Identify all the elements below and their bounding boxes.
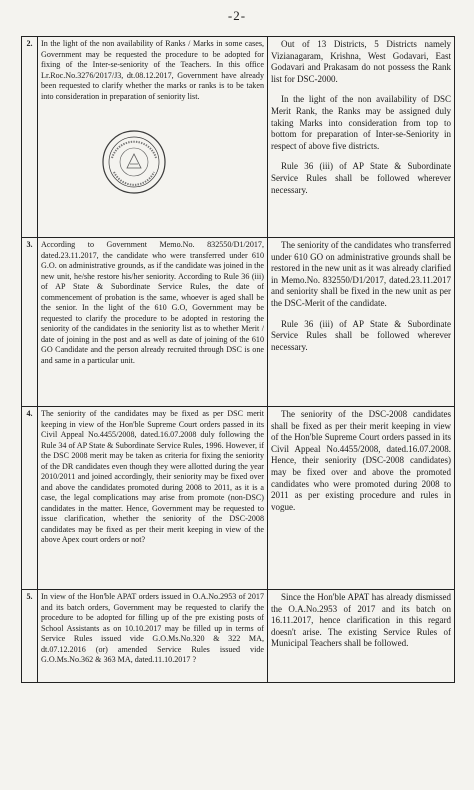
issue-text: In view of the Hon'ble APAT orders issued in O.A.No.2953 of 2017 and its batch orders, Government may be requested to clarify the procedure to be adopted for filling up of the pre existing posts of School Assistants as on 10.10.2017 may be filled up in terms of Service Rules issued vide G.O.Ms.No.320 & 322 MA, dt.07.12.2016 (or) amended Service Rules issued vide G.O.Ms.No.362 & 363 MA, dated.11.10.2017 ? [38,590,268,683]
issue-text: According to Government Memo.No. 832550/D1/2017, dated.23.11.2017, the candidate who were transferred under 610 G.O. on administrative grounds, as if the candidate was joined in the new unit, he/she restore his/her seniority. According to Rule 36 (iii) of AP State & Subordinate Service Rules, the date of commencement of probation is the same, whoever is aged shall be the senior. In the light of the 610 G.O, Government may be requested to clarify the procedure to be adopted in restoring the seniority of the candidates in the seniority list as to whether Merit / date of joining in the post and as well as date of joining of the 610 GO Candidate and the person already recruited through DSC is one and same in a particular unit. [38,238,268,407]
serial-number: 4. [22,407,38,590]
clarification-paragraph: In the light of the non availability of DSC Merit Rank, the Ranks may be assigned duly taking Marks into consideration from top to bottom for preparation of Inter-se-Seniority in respect of above five districts. [271,94,451,151]
clarification-cell [268,37,455,238]
clarification-paragraph: Since the Hon'ble APAT has already dismissed the O.A.No.2953 of 2017 and its batch on 16.11.2017, hence clarification in this regard doesn't arise. The existing Service Rules of Municipal Teachers shall be followed. [271,592,451,649]
clarification-cell [268,238,455,407]
clarification-cell [268,590,455,683]
serial-number: 5. [22,590,38,683]
clarification-cell [268,407,455,590]
issue-text: The seniority of the candidates may be fixed as per DSC merit keeping in view of the Hon'ble Supreme Court orders passed in its Civil Appeal No.4455/2008, dated.16.07.2008 duly following the Rule 34 of AP State & Subordinate Service Rules, 1996. However, if the DSC 2008 merit may be taken as criteria for fixing the seniority of the DR candidates even though they were allotted during the year 2010/2011 and joined accordingly, their seniority may be fixed over and above the candidates promoted during 2008 to 2011, as it is a case, the legal complications may arise from promote (non-DSC) candidates in the matter. Hence, Government may be requested to issue clarification, whether the seniority of the DSC-2008 candidates may be fixed as per their merit keeping in view of the above Apex court orders or not? [38,407,268,590]
clarification-paragraph: The seniority of the candidates who transferred under 610 GO on administrative grounds shall be restored in the new unit as it was already clarified in Memo.No. 832550/D1/2017, dated.23.11.2017 and seniority shall be fixed in the new unit as per the DSC-Merit of the candidate. [271,240,451,308]
office-seal-stamp [100,128,168,196]
table-row [22,407,455,590]
serial-number: 2. [22,37,38,238]
serial-number: 3. [22,238,38,407]
seniority-clarification-table [21,36,455,683]
clarification-paragraph: Rule 36 (iii) of AP State & Subordinate Service Rules shall be followed wherever necessary. [271,161,451,195]
clarification-paragraph: The seniority of the DSC-2008 candidates shall be fixed as per their merit keeping in view of the Hon'ble Supreme Court orders passed in its Civil Appeal No.4455/2008, dated.16.07.2008. Hence, their seniority (DSC-2008 candidates) may be fixed over and above the promoted candidates who were promoted during 2008 to 2011 as per existing procedure and rules in vogue. [271,409,451,512]
clarification-paragraph: Rule 36 (iii) of AP State & Subordinate Service Rules shall be followed wherever necessary. [271,318,451,352]
table-row [22,590,455,683]
table-row [22,238,455,407]
issue-text: In the light of the non availability of Ranks / Marks in some cases, Government may be requested the procedure to be adopted for fixing of the Inter-se-seniority of the Teachers. In this office Lr.Roc.No.3276/2017/J3, dt.08.12.2017, Government have already been requested to clarify whether the marks or ranks is to be taken into consideration in preparation of seniority list. [38,37,268,238]
table-row [22,37,455,238]
clarification-paragraph: Out of 13 Districts, 5 Districts namely Vizianagaram, Krishna, West Godavari, East Godavari and Prakasam do not possess the Rank list for DSC-2000. [271,39,451,84]
page-number: -2- [227,8,247,23]
